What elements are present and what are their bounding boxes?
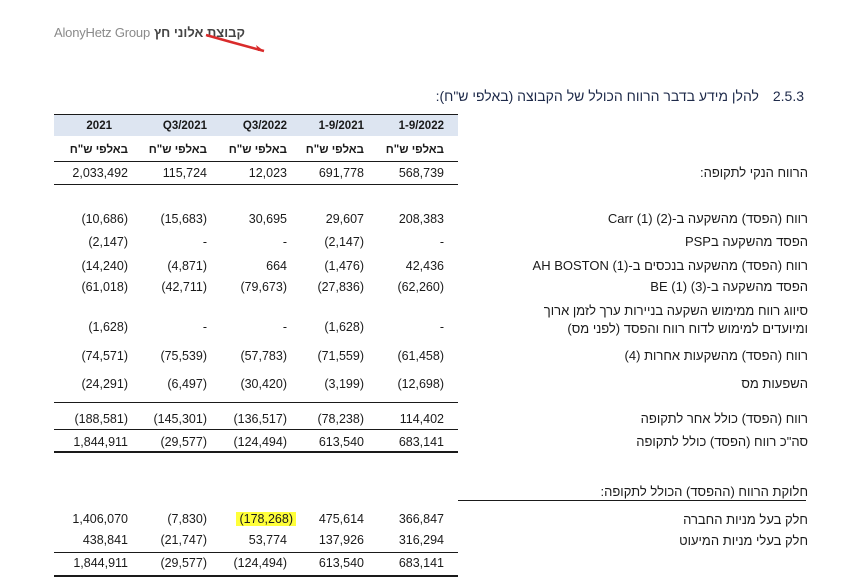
table-cell: 53,774 bbox=[248, 533, 287, 547]
table-cell: (62,260) bbox=[397, 280, 444, 294]
table-cell: - bbox=[439, 235, 444, 249]
oci-rule bbox=[54, 429, 458, 430]
tax-rule bbox=[54, 402, 458, 403]
table-cell: 137,926 bbox=[318, 533, 364, 547]
table-cell: (30,420) bbox=[240, 377, 287, 391]
table-cell: 29,607 bbox=[325, 212, 364, 226]
table-cell: (75,539) bbox=[160, 349, 207, 363]
row-label-psp: הפסד מהשקעה בPSP bbox=[684, 234, 808, 249]
section-title: להלן מידע בדבר הרווח הכולל של הקבוצה (באלפי ש"ח): bbox=[435, 88, 759, 104]
table-cell: (145,301) bbox=[153, 412, 207, 426]
table-cell: (79,673) bbox=[240, 280, 287, 294]
table-cell: 1,844,911 bbox=[73, 556, 128, 570]
table-cell: - bbox=[282, 320, 287, 334]
table-cell: (61,018) bbox=[81, 280, 128, 294]
table-cell: 438,841 bbox=[82, 533, 128, 547]
table-cell: (14,240) bbox=[81, 259, 128, 273]
column-unit-5: באלפי ש"ח bbox=[69, 144, 128, 156]
header-bottom-rule bbox=[54, 161, 458, 162]
highlighted-cell bbox=[206, 512, 296, 526]
table-cell: (78,238) bbox=[317, 412, 364, 426]
logo-arrow-icon bbox=[204, 33, 266, 53]
table-cell: - bbox=[282, 235, 287, 249]
table-cell: - bbox=[439, 320, 444, 334]
table-cell: 115,724 bbox=[162, 166, 207, 180]
table-cell: (1,476) bbox=[324, 259, 364, 273]
table-cell: 2,033,492 bbox=[72, 166, 128, 180]
table-cell: (6,497) bbox=[167, 377, 207, 391]
table-cell: (29,577) bbox=[160, 435, 207, 449]
table-cell: (188,581) bbox=[74, 412, 128, 426]
table-cell: 568,739 bbox=[398, 166, 444, 180]
table-cell: (124,494) bbox=[233, 556, 287, 570]
column-unit-2: באלפי ש"ח bbox=[305, 144, 364, 156]
share-total-rule bbox=[54, 575, 458, 577]
table-cell: (29,577) bbox=[160, 556, 207, 570]
row-label-be: הפסד מהשקעה ב-BE (1) (3) bbox=[650, 279, 808, 294]
logo-hebrew-text: קבוצת אלוני חץ bbox=[154, 25, 245, 40]
share-sum-rule bbox=[54, 552, 458, 553]
row-label-total-comprehensive: סה"כ רווח (הפסד) כולל לתקופה bbox=[636, 434, 808, 449]
table-cell: (21,747) bbox=[160, 533, 207, 547]
row-label-ah-boston: רווח (הפסד) מהשקעה בנכסים ב-AH BOSTON (1) bbox=[532, 258, 808, 273]
table-cell: 691,778 bbox=[318, 166, 364, 180]
row-label-reclassification: סיווג רווח ממימוש השקעה בניירות ערך לזמן ארוך ומיועדים למימוש לדוח רווח והפסד (לפני מס) bbox=[543, 303, 808, 336]
column-unit-3: באלפי ש"ח bbox=[228, 144, 287, 156]
table-cell: 114,402 bbox=[399, 412, 444, 426]
table-cell: - bbox=[202, 235, 207, 249]
table-cell: 683,141 bbox=[398, 435, 444, 449]
column-period-1: 1-9/2022 bbox=[398, 120, 444, 132]
table-cell: (124,494) bbox=[233, 435, 287, 449]
net-profit-rule bbox=[54, 184, 458, 185]
table-cell: 316,294 bbox=[398, 533, 444, 547]
table-cell: (1,628) bbox=[324, 320, 364, 334]
table-top-rule bbox=[54, 114, 458, 115]
table-cell: (61,458) bbox=[397, 349, 444, 363]
table-cell: 208,383 bbox=[398, 212, 444, 226]
table-cell: (74,571) bbox=[81, 349, 128, 363]
table-cell: 664 bbox=[266, 259, 287, 273]
row-label-tax: השפעות מס bbox=[741, 376, 808, 391]
row-label-other-investments: רווח (הפסד) מהשקעות אחרות (4) bbox=[624, 348, 808, 363]
highlight-value: (178,268) bbox=[236, 512, 296, 526]
table-cell: (12,698) bbox=[397, 377, 444, 391]
table-cell: (3,199) bbox=[324, 377, 364, 391]
table-cell: (7,830) bbox=[167, 512, 207, 526]
table-cell: (4,871) bbox=[167, 259, 207, 273]
table-cell: - bbox=[202, 320, 207, 334]
table-cell: (42,711) bbox=[161, 280, 207, 294]
table-cell: 613,540 bbox=[318, 435, 364, 449]
column-unit-4: באלפי ש"ח bbox=[148, 144, 207, 156]
table-cell: 475,614 bbox=[318, 512, 364, 526]
table-cell: (27,836) bbox=[317, 280, 364, 294]
section-number: 2.5.3 bbox=[772, 88, 804, 104]
table-cell: (15,683) bbox=[160, 212, 207, 226]
table-cell: 1,844,911 bbox=[73, 435, 128, 449]
table-cell: (10,686) bbox=[81, 212, 128, 226]
table-cell: 366,847 bbox=[398, 512, 444, 526]
table-cell: (2,147) bbox=[324, 235, 364, 249]
row-label-other-comprehensive: רווח (הפסד) כולל אחר לתקופה bbox=[640, 411, 808, 426]
total-double-rule bbox=[54, 451, 458, 453]
column-period-5: 2021 bbox=[86, 120, 112, 132]
table-cell: 12,023 bbox=[248, 166, 287, 180]
table-cell: 683,141 bbox=[398, 556, 444, 570]
section-heading bbox=[436, 88, 804, 104]
table-cell: 42,436 bbox=[405, 259, 444, 273]
company-logo bbox=[54, 22, 245, 40]
share-heading: חלוקת הרווח (ההפסד) הכולל לתקופה: bbox=[600, 484, 808, 499]
row-label-minority-shareholders: חלק בעלי מניות המיעוט bbox=[679, 533, 808, 548]
logo-english-text: AlonyHetz Group bbox=[54, 25, 150, 40]
table-cell: 30,695 bbox=[248, 212, 287, 226]
column-unit-1: באלפי ש"ח bbox=[385, 144, 444, 156]
column-period-2: 1-9/2021 bbox=[318, 120, 364, 132]
table-cell: 1,406,070 bbox=[72, 512, 128, 526]
table-cell: (2,147) bbox=[88, 235, 128, 249]
table-cell: (57,783) bbox=[240, 349, 287, 363]
row-label-carr: רווח (הפסד) מהשקעה ב-Carr (1) (2) bbox=[607, 211, 808, 226]
table-cell: 613,540 bbox=[318, 556, 364, 570]
table-cell: (136,517) bbox=[233, 412, 287, 426]
column-period-3: Q3/2022 bbox=[242, 120, 287, 132]
column-period-4: Q3/2021 bbox=[162, 120, 207, 132]
row-label-company-shareholders: חלק בעל מניות החברה bbox=[683, 512, 808, 527]
row-label-net-profit: הרווח הנקי לתקופה: bbox=[700, 165, 808, 180]
table-cell: (24,291) bbox=[81, 377, 128, 391]
table-cell: (1,628) bbox=[88, 320, 128, 334]
table-cell: (71,559) bbox=[317, 349, 364, 363]
